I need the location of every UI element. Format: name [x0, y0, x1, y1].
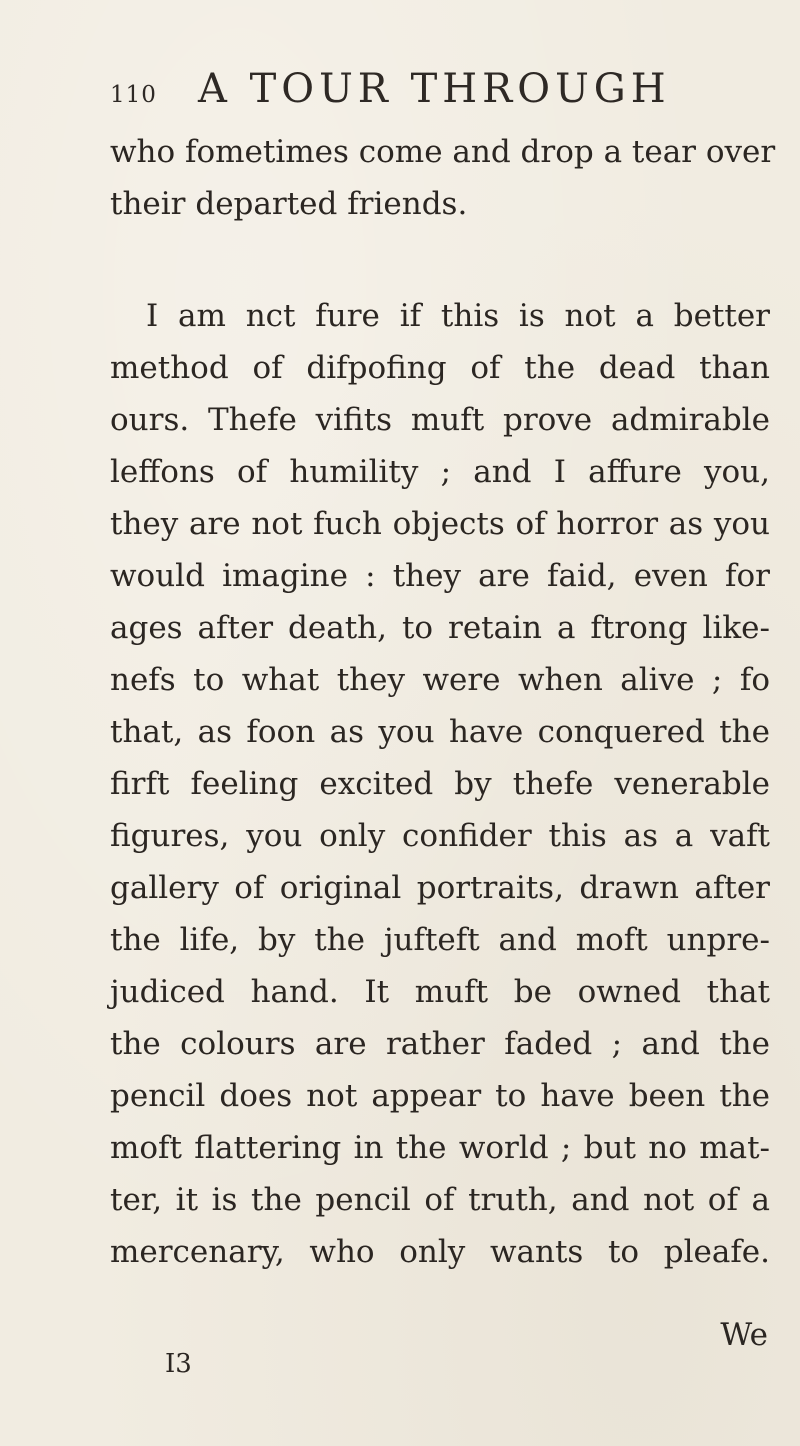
text-line-6: leffons of humility ; and I affure you, [110, 454, 770, 490]
text-line-5: ours. Thefe vifits muft prove admirable [110, 402, 770, 438]
text-line-15: the life, by the jufteft and moft unpre- [110, 922, 770, 958]
signature-mark: I3 [165, 1349, 192, 1379]
running-head: A TOUR THROUGH [198, 66, 671, 112]
text-line-19: moft flattering in the world ; but no mat- [110, 1130, 770, 1166]
page-header [110, 66, 750, 118]
text-line-14: gallery of original portraits, drawn after [110, 870, 770, 906]
text-line-18: pencil does not appear to have been the [110, 1078, 770, 1114]
text-line-1: who fometimes come and drop a tear over [110, 134, 776, 170]
text-line-20: ter, it is the pencil of truth, and not of a [110, 1182, 770, 1218]
page-number: 110 [110, 82, 157, 108]
text-line-7: they are not fuch objects of horror as you [110, 506, 770, 542]
text-line-12: firft feeling excited by thefe venerable [110, 766, 770, 802]
text-line-11: that, as foon as you have conquered the [110, 714, 770, 750]
text-line-17: the colours are rather faded ; and the [110, 1026, 770, 1062]
text-line-8: would imagine : they are faid, even for [110, 558, 770, 594]
text-line-10: nefs to what they were when alive ; fo [110, 662, 770, 698]
catchword: We [720, 1317, 768, 1353]
text-line-16: judiced hand. It muft be owned that [110, 974, 770, 1010]
text-line-2: their departed friends. [110, 186, 468, 222]
text-line-13: figures, you only confider this as a vaft [110, 818, 770, 854]
text-line-21: mercenary, who only wants to pleafe. [110, 1234, 770, 1270]
body-text [110, 124, 776, 1304]
text-line-9: ages after death, to retain a ftrong like- [110, 610, 770, 646]
text-line-4: method of difpofing of the dead than [110, 350, 770, 386]
text-line-3: I am nct fure if this is not a better [146, 298, 770, 334]
